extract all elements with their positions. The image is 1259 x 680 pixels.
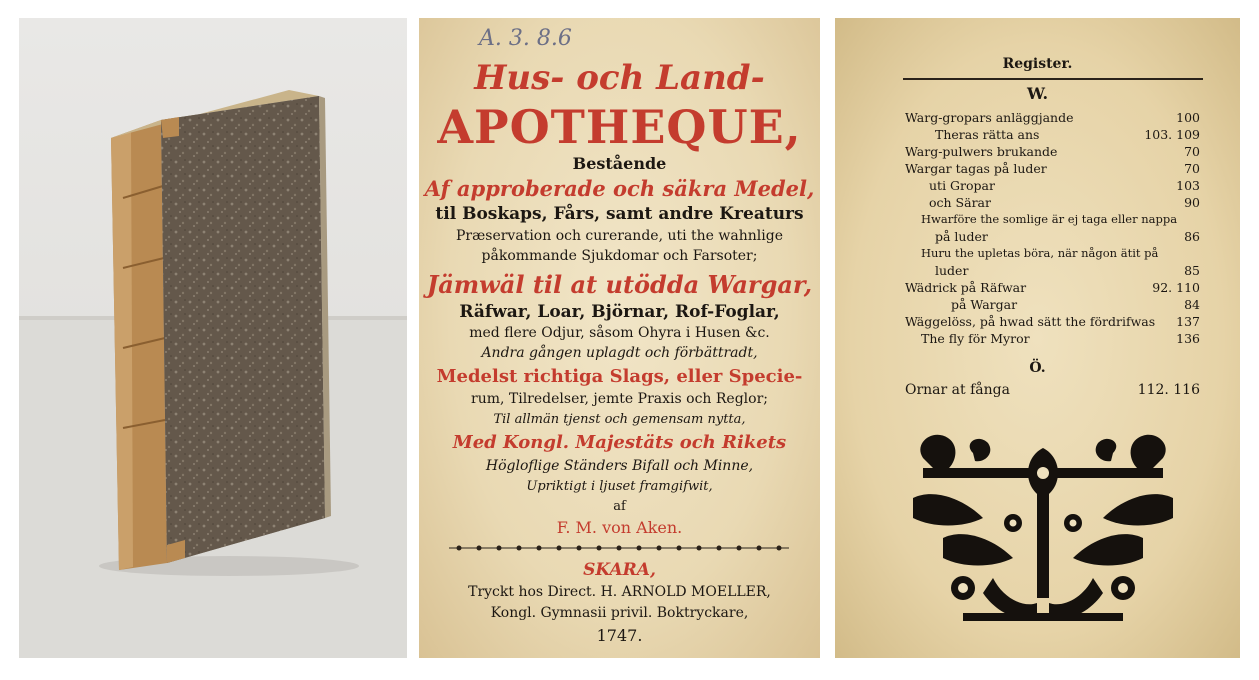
reg-entry-text: Warg-pulwers brukande (905, 144, 1058, 159)
reg-entry-num: 112. 116 (1137, 382, 1200, 398)
line-allman: Til allmän tjenst och gemensam nytta, (493, 412, 746, 427)
reg-entry-num: 100 (1176, 110, 1200, 125)
reg-entry-8 (835, 229, 1240, 246)
reg-entry-num: 103. 109 (1144, 127, 1200, 142)
reg-entry-text: Ornar at fånga (905, 382, 1010, 398)
reg-entry-4 (835, 161, 1240, 178)
reg-entry-text: Wargar tagas på luder (905, 161, 1047, 176)
reg-entry-text: på Wargar (951, 297, 1018, 312)
reg-entry-9 (835, 246, 1240, 263)
title-line-2: APOTHEQUE, (437, 100, 802, 154)
reg-entry-2 (835, 127, 1240, 144)
book-photo (19, 18, 407, 658)
reg-entry-text: uti Gropar (929, 178, 995, 193)
reg-entry-text: Huru the upletas böra, när någon ätit på (921, 246, 1159, 260)
line-flere: med flere Odjur, såsom Ohyra i Husen &c. (469, 325, 770, 341)
reg-entry-num: 70 (1184, 144, 1200, 159)
reg-entry-text: Wäggelöss, på hwad sätt the fördrifwas (905, 314, 1156, 329)
line-pakomm: påkommande Sjukdomar och Farsoter; (481, 248, 758, 264)
line-hogl: Högloflige Ständers Bifall och Minne, (485, 458, 754, 474)
reg-entry-num: 70 (1184, 161, 1200, 176)
kongl: Kongl. Gymnasii privil. Boktryckare, (490, 605, 749, 621)
reg-entry-num: 137 (1176, 314, 1200, 329)
reg-entry-num: 136 (1176, 331, 1200, 346)
reg-entry-12 (835, 297, 1240, 314)
ornament-rule (449, 542, 789, 554)
reg-entry-text: Warg-gropars anläggjande (905, 110, 1074, 125)
line-rafwar: Räfwar, Loar, Björnar, Rof-Foglar, (459, 302, 780, 322)
register-heading: Register. (1002, 56, 1073, 72)
reg-entry-text: Theras rätta ans (935, 127, 1040, 142)
reg-entry-5 (835, 178, 1240, 195)
line-af: Af approberade och säkra Medel, (424, 176, 815, 201)
reg-entry-text: The fly för Myror (921, 331, 1030, 346)
reg-entry-text: luder (935, 263, 969, 278)
reg-entry-text: och Särar (929, 195, 991, 210)
stamp: A. 3. 8.6 (479, 26, 572, 51)
author: F. M. von Aken. (556, 518, 683, 537)
line-medelst: Medelst richtiga Slags, eller Specie- (436, 366, 803, 387)
reg-entry-3 (835, 144, 1240, 161)
letter-o: Ö. (1029, 360, 1046, 376)
year: 1747. (596, 626, 643, 645)
reg-entry-11 (835, 280, 1240, 297)
tryckt: Tryckt hos Direct. H. ARNOLD MOELLER, (468, 584, 771, 600)
reg-entry-num: 92. 110 (1152, 280, 1200, 295)
reg-entry-7 (835, 212, 1240, 229)
reg-entry-num: 84 (1184, 297, 1200, 312)
reg-entry-text: på luder (935, 229, 988, 244)
reg-entry-10 (835, 263, 1240, 280)
line-jamwal: Jämwäl til at utödda Wargar, (426, 270, 813, 299)
reg-entry-text: Hwarföre the somlige är ej taga eller nappa (921, 212, 1178, 226)
title-line-1: Hus- och Land- (474, 58, 765, 98)
reg-entry-last (835, 382, 1240, 402)
line-andra: Andra gången uplagdt och förbättradt, (481, 345, 758, 361)
reg-entry-num: 85 (1184, 263, 1200, 278)
reg-entry-14 (835, 331, 1240, 348)
register-panel (835, 18, 1240, 658)
line-rum: rum, Tilredelser, jemte Praxis och Reglor; (471, 391, 768, 407)
line-af2: af (613, 499, 626, 514)
woodcut-vignette (903, 428, 1183, 628)
reg-entry-num: 86 (1184, 229, 1200, 244)
line-praes: Præservation och curerande, uti the wahnlige (456, 228, 783, 244)
reg-entry-6 (835, 195, 1240, 212)
reg-entry-1 (835, 110, 1240, 127)
title-page-panel (419, 18, 820, 658)
book-photo-panel (19, 18, 407, 658)
reg-entry-13 (835, 314, 1240, 331)
reg-entry-num: 103 (1176, 178, 1200, 193)
line-kongl: Med Kongl. Majestäts och Rikets (452, 432, 787, 453)
heading-rule (903, 78, 1203, 80)
line-bestaende: Bestående (572, 154, 667, 173)
reg-entry-text: Wädrick på Räfwar (905, 280, 1027, 295)
place: SKARA, (583, 560, 656, 580)
reg-entry-num: 90 (1184, 195, 1200, 210)
line-til: til Boskaps, Fårs, samt andre Kreaturs (435, 204, 804, 224)
letter-w: W. (1026, 84, 1049, 103)
line-upr: Upriktigt i ljuset framgifwit, (526, 479, 713, 494)
